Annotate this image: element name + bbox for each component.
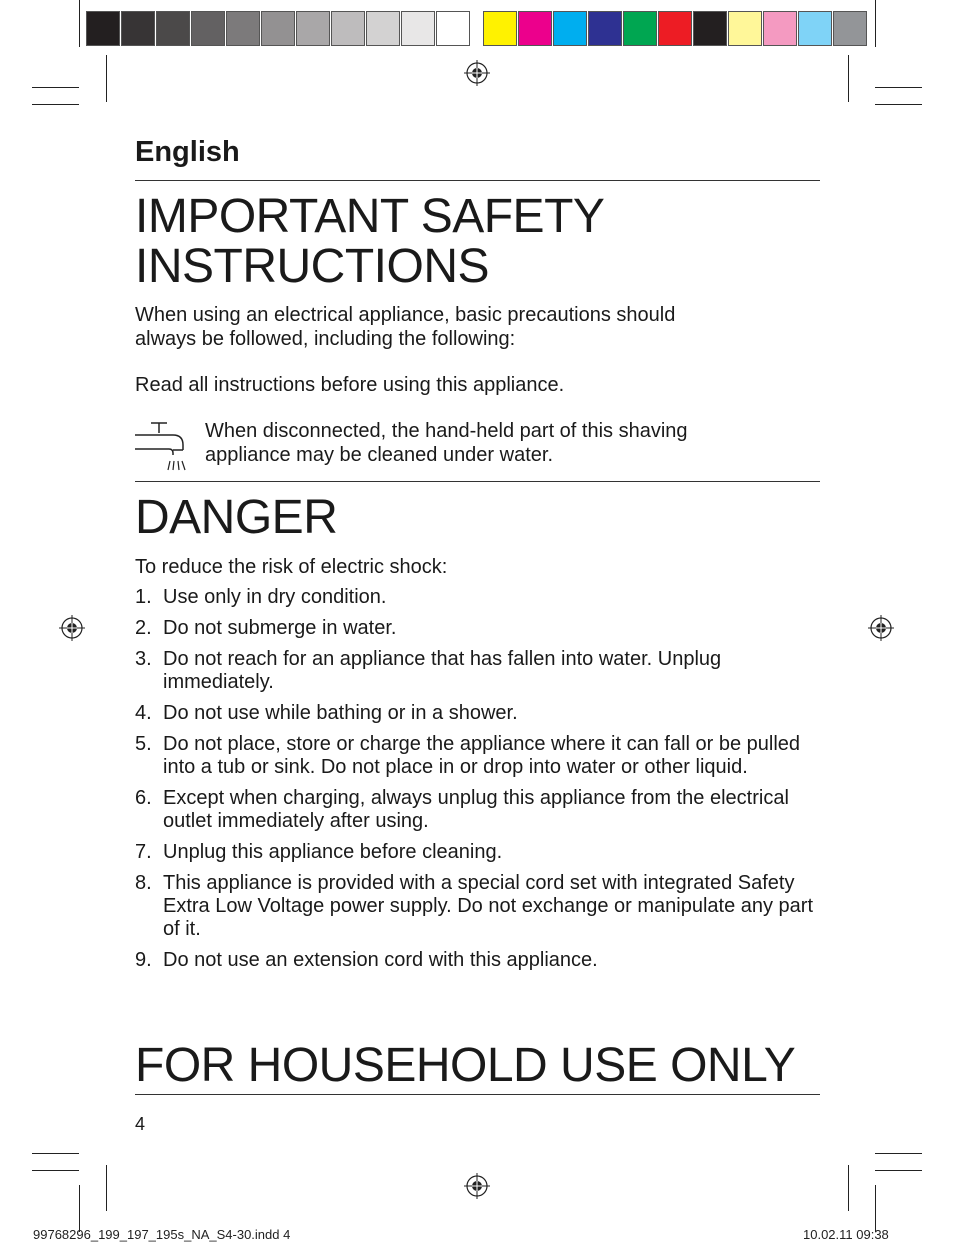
list-item-number: 9.	[135, 949, 152, 971]
color-swatch	[833, 11, 867, 46]
language-heading: English	[135, 136, 240, 168]
list-item-text: Use only in dry condition.	[163, 586, 387, 608]
list-item	[135, 648, 820, 694]
color-swatch	[693, 11, 727, 46]
read-all-note: Read all instructions before using this appliance.	[135, 374, 565, 396]
color-swatch	[366, 11, 400, 46]
color-swatch	[121, 11, 155, 46]
danger-list	[135, 586, 820, 980]
list-item	[135, 702, 820, 725]
list-item-number: 7.	[135, 841, 152, 863]
crop-mark	[875, 0, 876, 47]
list-item-text: Do not use an extension cord with this appliance.	[163, 949, 598, 971]
list-item-number: 8.	[135, 872, 152, 894]
color-swatch	[798, 11, 832, 46]
list-item	[135, 841, 820, 864]
crop-mark	[32, 87, 79, 88]
intro-paragraph	[135, 303, 815, 351]
color-swatch	[763, 11, 797, 46]
color-swatch	[588, 11, 622, 46]
crop-mark	[79, 1185, 80, 1232]
color-swatch	[483, 11, 517, 46]
divider	[135, 1094, 820, 1095]
registration-mark-icon	[868, 615, 894, 641]
slug-date: 10.02.11 09:38	[803, 1227, 889, 1242]
title-line: IMPORTANT SAFETY	[135, 190, 605, 243]
crop-mark	[875, 1170, 922, 1171]
list-item-text: Except when charging, always unplug this appliance from the electrical outlet immediately after using.	[163, 787, 789, 832]
danger-lead: To reduce the risk of electric shock:	[135, 556, 448, 578]
color-swatch	[436, 11, 470, 46]
page-title	[135, 192, 604, 292]
list-item	[135, 872, 820, 941]
intro-line: always be followed, including the following:	[135, 328, 516, 350]
list-item-text: Do not reach for an appliance that has fallen into water. Unplug immediately.	[163, 648, 722, 693]
registration-mark-icon	[464, 1173, 490, 1199]
color-swatch	[401, 11, 435, 46]
danger-heading: DANGER	[135, 491, 338, 544]
crop-mark	[875, 87, 922, 88]
crop-mark	[106, 1165, 107, 1211]
color-swatch	[191, 11, 225, 46]
list-item-number: 4.	[135, 702, 152, 724]
slug-filename: 99768296_199_197_195s_NA_S4-30.indd 4	[33, 1227, 291, 1242]
color-swatch	[623, 11, 657, 46]
note-line: When disconnected, the hand-held part of this shaving	[205, 420, 688, 442]
crop-mark	[106, 55, 107, 102]
crop-mark	[848, 55, 849, 102]
divider	[135, 180, 820, 181]
crop-mark	[32, 1153, 79, 1154]
crop-mark	[875, 1153, 922, 1154]
list-item	[135, 586, 820, 609]
crop-mark	[79, 0, 80, 47]
list-item-text: This appliance is provided with a special cord set with integrated Safety Extra Low Voltage power supply. Do not exchange or manipulate any part of it.	[163, 872, 814, 940]
list-item	[135, 787, 820, 833]
color-swatch	[331, 11, 365, 46]
water-cleaning-note	[205, 419, 815, 467]
faucet-icon	[133, 420, 193, 472]
title-line: INSTRUCTIONS	[135, 240, 489, 293]
list-item-text: Do not submerge in water.	[163, 617, 397, 639]
color-swatch	[296, 11, 330, 46]
color-swatch	[261, 11, 295, 46]
color-swatch	[226, 11, 260, 46]
list-item	[135, 617, 820, 640]
crop-mark	[848, 1165, 849, 1211]
crop-mark	[875, 104, 922, 105]
crop-mark	[32, 1170, 79, 1171]
intro-line: When using an electrical appliance, basic precautions should	[135, 304, 676, 326]
list-item-number: 2.	[135, 617, 152, 639]
color-swatch	[86, 11, 120, 46]
color-swatch	[518, 11, 552, 46]
registration-mark-icon	[59, 615, 85, 641]
crop-mark	[875, 1185, 876, 1232]
color-swatch	[156, 11, 190, 46]
divider	[135, 481, 820, 482]
list-item	[135, 733, 820, 779]
color-swatch	[658, 11, 692, 46]
color-swatch	[553, 11, 587, 46]
registration-mark-icon	[464, 60, 490, 86]
list-item-number: 3.	[135, 648, 152, 670]
list-item-text: Do not place, store or charge the appliance where it can fall or be pulled into a tub or sink. Do not place in or drop into water or other liquid.	[163, 733, 801, 778]
list-item	[135, 949, 820, 972]
page-number: 4	[135, 1114, 146, 1134]
household-heading: FOR HOUSEHOLD USE ONLY	[135, 1039, 796, 1092]
list-item-number: 1.	[135, 586, 152, 608]
list-item-text: Do not use while bathing or in a shower.	[163, 702, 518, 724]
crop-mark	[32, 104, 79, 105]
gray-color-bar	[86, 11, 471, 46]
list-item-number: 5.	[135, 733, 152, 755]
note-line: appliance may be cleaned under water.	[205, 444, 554, 466]
list-item-number: 6.	[135, 787, 152, 809]
color-swatch	[728, 11, 762, 46]
list-item-text: Unplug this appliance before cleaning.	[163, 841, 503, 863]
process-color-bar	[483, 11, 868, 46]
